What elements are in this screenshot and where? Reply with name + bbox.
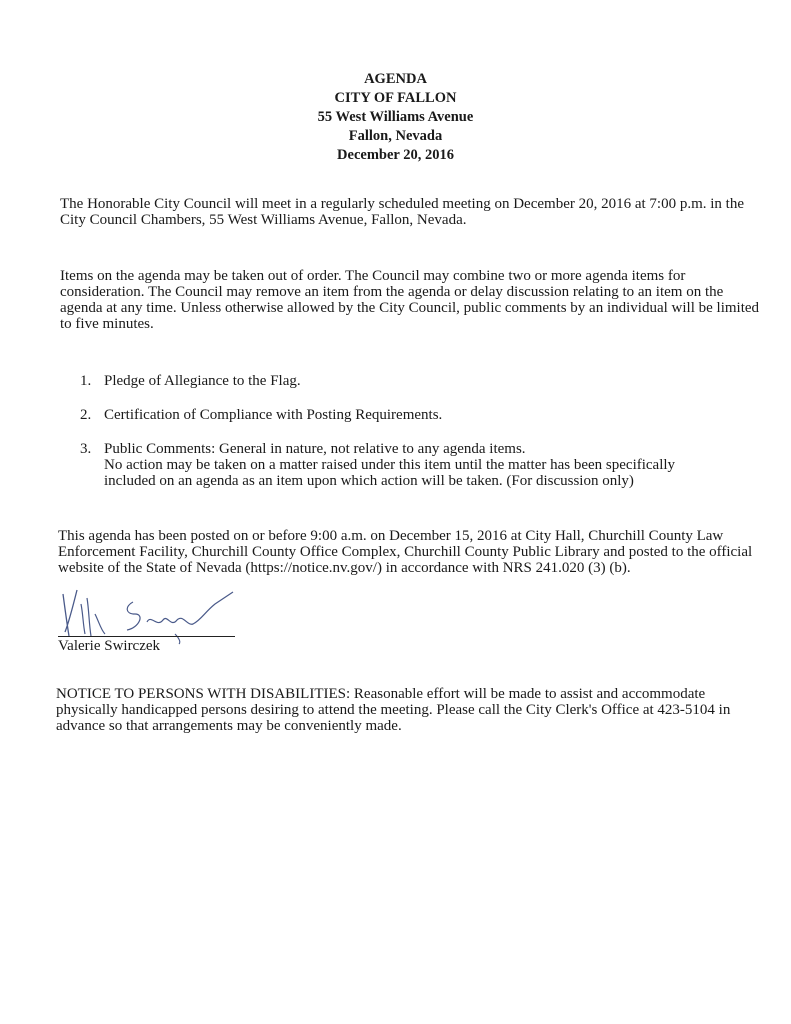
agenda-item-list — [80, 373, 720, 489]
header-address: 55 West Williams Avenue — [317, 109, 474, 125]
agenda-item-number: 3. — [80, 441, 92, 457]
signer-name: Valerie Swirczek — [58, 638, 161, 654]
header-title: AGENDA — [364, 71, 427, 87]
agenda-item-number: 1. — [80, 373, 92, 389]
agenda-item-body — [104, 441, 720, 489]
agenda-item-text: Public Comments: General in nature, not relative to any agenda items. — [104, 441, 526, 457]
agenda-order-paragraph: Items on the agenda may be taken out of order. The Council may combine two or more agenda items for consideration. The Council may remove an item from the agenda or delay discussion relating to an item on the agenda at any time. Unless otherwise allowed by the City Council, public comments by an individual will be limited to five minutes. — [60, 268, 760, 332]
agenda-item-subtext: No action may be taken on a matter raised under this item until the matter has been specifically included on an agenda as an item upon which action will be taken. (For discussion only) — [104, 457, 676, 489]
header-date: December 20, 2016 — [337, 147, 454, 163]
header-location: Fallon, Nevada — [348, 128, 443, 144]
disability-notice-paragraph: NOTICE TO PERSONS WITH DISABILITIES: Reasonable effort will be made to assist and accommodate physically handicapped persons desiring to attend the meeting. Please call the City Clerk's Office at 423-5104 in advance so that arrangements may be conveniently made. — [56, 686, 731, 734]
agenda-header — [0, 70, 791, 165]
agenda-item-text: Pledge of Allegiance to the Flag. — [104, 373, 301, 389]
agenda-item-text: Certification of Compliance with Posting Requirements. — [104, 407, 443, 423]
header-city: CITY OF FALLON — [334, 90, 457, 106]
meeting-intro-paragraph: The Honorable City Council will meet in a regularly scheduled meeting on December 20, 2016 at 7:00 p.m. in the City Council Chambers, 55 West Williams Avenue, Fallon, Nevada. — [60, 196, 744, 228]
agenda-item-number: 2. — [80, 407, 92, 423]
agenda-item — [80, 441, 720, 489]
signature-line — [58, 636, 235, 637]
agenda-item — [80, 407, 720, 423]
agenda-item — [80, 373, 720, 389]
posting-notice-paragraph: This agenda has been posted on or before 9:00 a.m. on December 15, 2016 at City Hall, Churchill County Law Enforcement Facility, Churchill County Office Complex, Churchill County Public Library and posted to the official website of the State of Nevada (https://notice.nv.gov/) in accordance with NRS 241.020 (3) (b). — [58, 528, 753, 576]
